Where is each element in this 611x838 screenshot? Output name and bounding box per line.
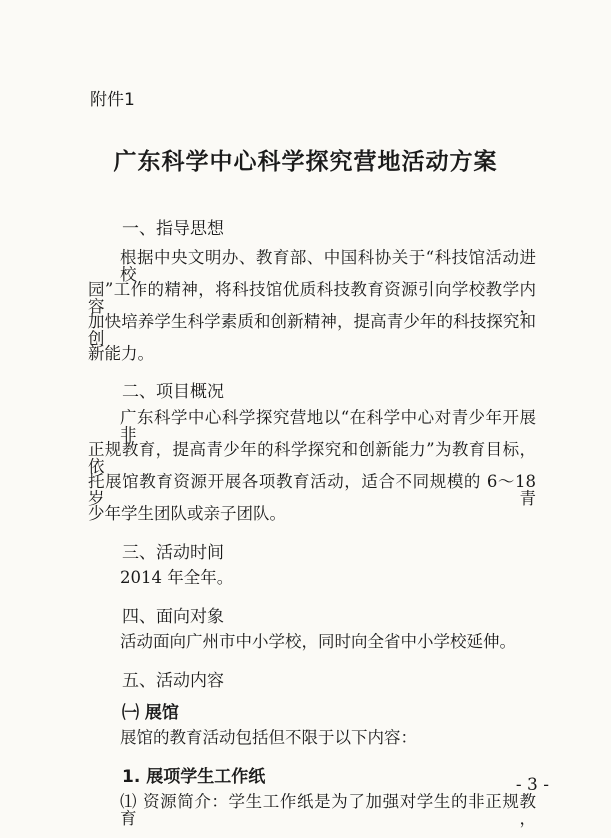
section-heading-target-audience: 四、面向对象 [122, 607, 224, 627]
paragraph-line: 新能力。 [88, 344, 154, 363]
paragraph-line: 园”工作的精神，将科技馆优质科技教育资源引向学校教学内容， [88, 280, 536, 316]
paragraph-line: 2014 年全年。 [120, 568, 234, 587]
paragraph-line: 根据中央文明办、教育部、中国科协关于“科技馆活动进校 [120, 248, 536, 284]
section-heading-project-overview: 二、项目概况 [122, 382, 224, 402]
page-number: - 3 - [515, 775, 549, 795]
attachment-label: 附件1 [90, 90, 135, 110]
section-heading-activity-content: 五、活动内容 [122, 671, 224, 691]
page-title: 广东科学中心科学探究营地活动方案 [113, 149, 498, 175]
subsection-heading-exhibition-hall: ㈠ 展馆 [122, 703, 179, 723]
paragraph-line: 展馆的教育活动包括但不限于以下内容： [120, 728, 417, 747]
paragraph-line: 广东科学中心科学探究营地以“在科学中心对青少年开展非 [120, 408, 536, 444]
paragraph-line: 活动面向广州市中小学校，同时向全省中小学校延伸。 [120, 632, 516, 651]
paragraph-line: 正规教育，提高青少年的科学探究和创新能力”为教育目标，依 [88, 440, 536, 476]
paragraph-line: 少年学生团队或亲子团队。 [88, 504, 286, 523]
section-heading-guiding-ideology: 一、指导思想 [122, 219, 224, 239]
paragraph-line: 托展馆教育资源开展各项教育活动，适合不同规模的 6～18 岁青 [88, 472, 536, 508]
item-heading-student-worksheet: 1. 展项学生工作纸 [122, 767, 266, 787]
paragraph-line: 加快培养学生科学素质和创新精神，提高青少年的科技探究和创 [88, 312, 536, 348]
paragraph-line: ⑴ 资源简介：学生工作纸是为了加强对学生的非正规教育， [120, 792, 536, 828]
section-heading-activity-time: 三、活动时间 [122, 543, 224, 563]
